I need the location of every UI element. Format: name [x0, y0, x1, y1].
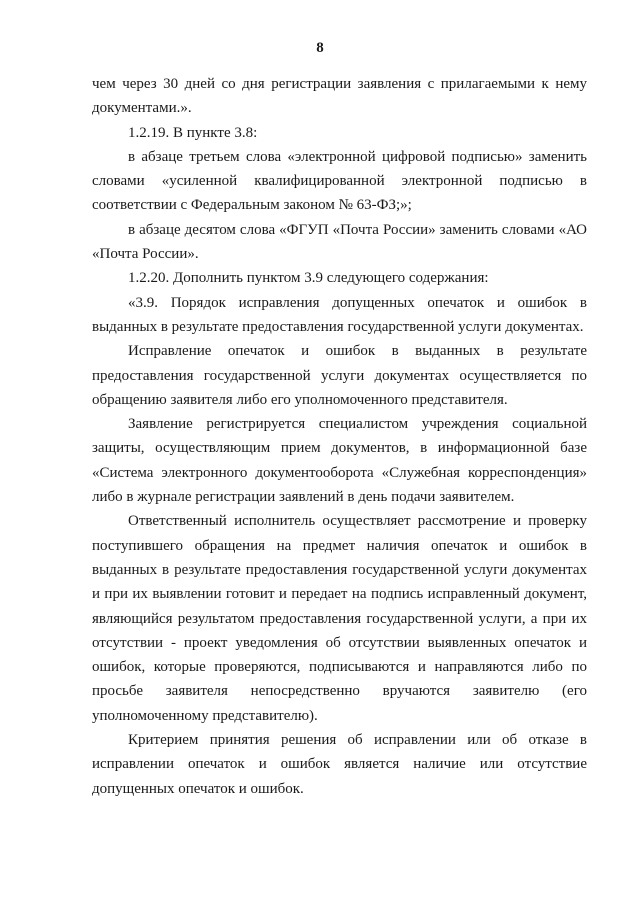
paragraph-continuation: чем через 30 дней со дня регистрации заявления с прилагаемыми к нему документами.». — [92, 76, 587, 117]
paragraph-criterion: Критерием принятия решения об исправлении или об отказе в исправлении опечаток и ошибок является наличие или отсутствие допущенных опечаток и ошибок. — [92, 732, 587, 797]
page-number: 8 — [316, 40, 324, 56]
paragraph-item-3-9: «3.9. Порядок исправления допущенных опечаток и ошибок в выданных в результате предоставления государственной услуги документах. — [92, 294, 587, 335]
paragraph-abzac-10: в абзаце десятом слова «ФГУП «Почта России» заменить словами «АО «Почта России». — [92, 221, 587, 263]
paragraph-executor: Ответственный исполнитель осуществляет рассмотрение и проверку поступившего обращения на предмет наличия опечаток и ошибок в выданных в результате предоставления государственной услуги документах и при их выявлении готовит и передает на подпись исправленный документ, являющийся результатом предоставления государственной услуги, а при их отсутствии - проект уведомления об отсутствии выявленных опечаток и ошибок, которые проверяются, подписываются и направляются либо по просьбе заявителя непосредственно вручаются заявителю (его уполномоченному представителю). — [92, 513, 587, 724]
paragraph-item-1-2-19: 1.2.19. В пункте 3.8: — [128, 124, 258, 141]
paragraph-correction: Исправление опечаток и ошибок в выданных в результате предоставления государственной услуги документах осуществляется по обращению заявителя либо его уполномоченного представителя. — [92, 343, 587, 408]
body-text — [92, 72, 587, 801]
paragraph-abzac-3: в абзаце третьем слова «электронной цифровой подписью» заменить словами «усиленной квалифицированной электронной подписью в соответствии с Федеральным законом № 63-ФЗ;»; — [92, 148, 587, 214]
paragraph-registration: Заявление регистрируется специалистом учреждения социальной защиты, осуществляющим прием документов, в информационной базе «Система электронного документооборота «Служебная корреспонденция» либо в журнале регистрации заявлений в день подачи заявителем. — [92, 416, 587, 506]
paragraph-item-1-2-20: 1.2.20. Дополнить пунктом 3.9 следующего содержания: — [128, 270, 489, 287]
